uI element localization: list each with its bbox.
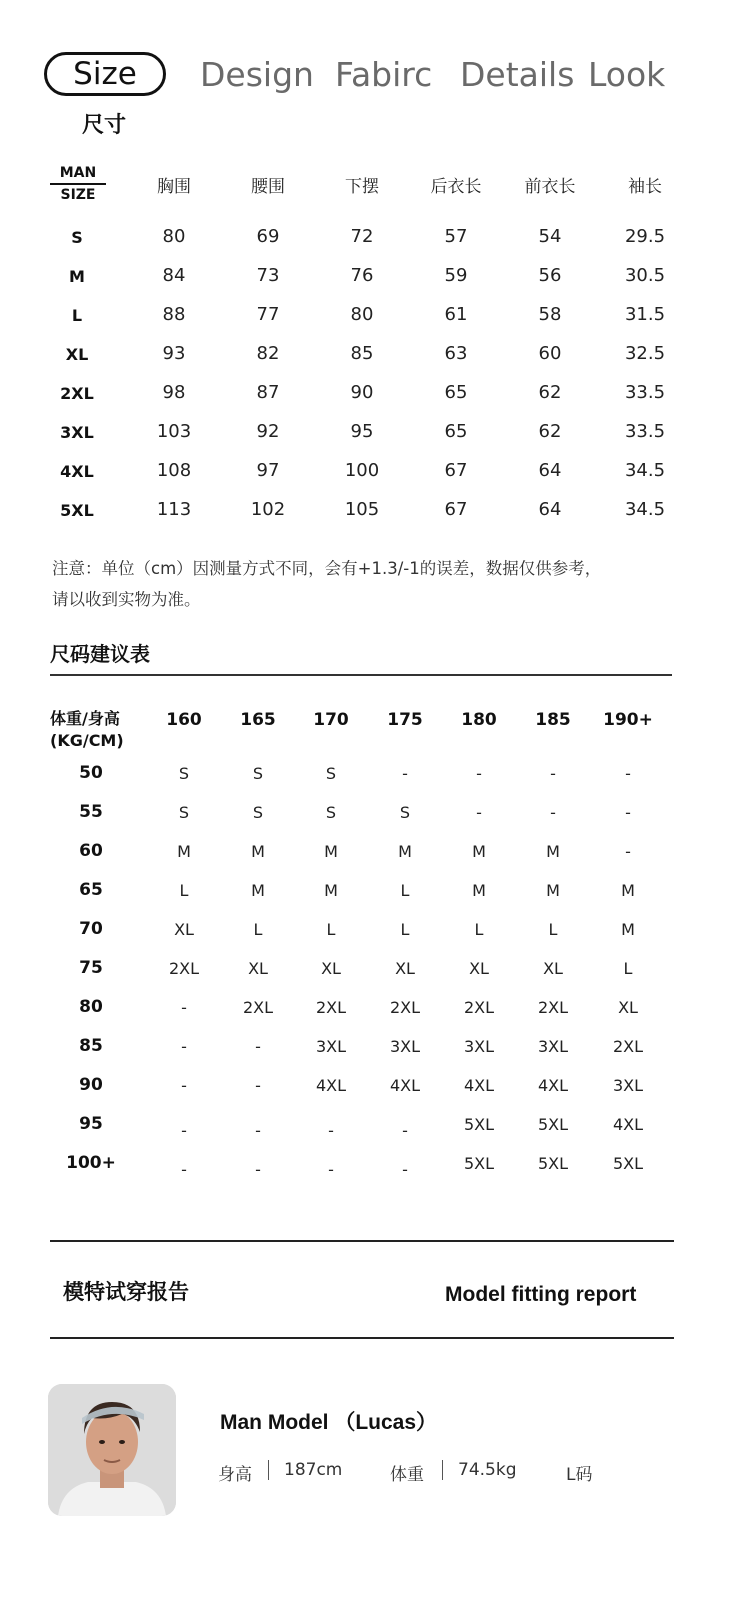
- recommend-cell: 4XL: [315, 1076, 347, 1095]
- recommend-cell: S: [325, 803, 337, 822]
- size-cell: 108: [156, 460, 192, 481]
- recommend-title: 尺码建议表: [50, 642, 150, 666]
- size-cell: 67: [444, 460, 468, 481]
- size-row-label: 2XL: [60, 384, 94, 403]
- size-section-title: 尺寸: [82, 113, 127, 138]
- size-cell: 76: [350, 265, 374, 286]
- weight-row-label: 50: [79, 763, 103, 783]
- recommend-cell: 4XL: [612, 1115, 644, 1134]
- recommend-cell: S: [178, 764, 190, 783]
- height-col-header: 180: [461, 710, 497, 730]
- report-top-divider: [50, 1240, 674, 1242]
- recommend-cell: -: [181, 1037, 187, 1056]
- weight-height-label: 体重/身高: [50, 709, 120, 728]
- report-title-en: Model fitting report: [445, 1283, 637, 1306]
- height-separator: [268, 1460, 269, 1480]
- recommend-cell: XL: [174, 920, 194, 939]
- size-cell: 105: [344, 499, 380, 520]
- size-cell: 59: [444, 265, 468, 286]
- height-col-header: 160: [166, 710, 202, 730]
- size-col-header: 腰围: [251, 177, 285, 197]
- size-cell: 65: [444, 421, 468, 442]
- recommend-cell: -: [550, 803, 556, 822]
- recommend-cell: L: [548, 920, 558, 939]
- size-col-header: 下摆: [345, 177, 379, 197]
- size-cell: 69: [256, 226, 280, 247]
- size-col-header: 袖长: [628, 177, 662, 197]
- size-row-label: L: [71, 306, 83, 325]
- model-avatar: [48, 1384, 176, 1516]
- report-title-cn: 模特试穿报告: [63, 1280, 189, 1304]
- recommend-cell: S: [399, 803, 411, 822]
- weight-row-label: 70: [79, 919, 103, 939]
- size-cell: 33.5: [624, 382, 666, 403]
- size-cell: 54: [538, 226, 562, 247]
- recommend-cell: 3XL: [463, 1037, 495, 1056]
- size-cell: 63: [444, 343, 468, 364]
- tab-fabric[interactable]: Fabirc: [335, 55, 433, 94]
- size-cell: 34.5: [624, 460, 666, 481]
- note-line-1: 注意：单位（cm）因测量方式不同，会有+1.3/-1的误差，数据仅供参考，: [52, 559, 602, 578]
- tab-size[interactable]: Size: [44, 52, 166, 96]
- size-cell: 84: [162, 265, 186, 286]
- recommend-cell: -: [255, 1160, 261, 1179]
- recommend-cell: M: [251, 842, 265, 861]
- recommend-cell: 2XL: [612, 1037, 644, 1056]
- recommend-cell: XL: [543, 959, 563, 978]
- recommend-cell: -: [476, 764, 482, 783]
- size-col-header: 前衣长: [524, 177, 576, 197]
- model-portrait-icon: [48, 1384, 176, 1516]
- recommend-cell: -: [181, 1160, 187, 1179]
- recommend-cell: XL: [469, 959, 489, 978]
- recommend-cell: 5XL: [463, 1115, 495, 1134]
- size-cell: 92: [256, 421, 280, 442]
- size-cell: 62: [538, 382, 562, 403]
- size-cell: 82: [256, 343, 280, 364]
- tab-details[interactable]: Details: [460, 55, 575, 94]
- recommend-cell: M: [251, 881, 265, 900]
- size-row-label: 4XL: [60, 462, 94, 481]
- size-cell: 103: [156, 421, 192, 442]
- weight-row-label: 65: [79, 880, 103, 900]
- recommend-cell: M: [621, 881, 635, 900]
- size-cell: 87: [256, 382, 280, 403]
- size-cell: 102: [250, 499, 286, 520]
- recommend-cell: -: [181, 998, 187, 1017]
- recommend-cell: -: [181, 1121, 187, 1140]
- height-value: 187cm: [284, 1460, 343, 1480]
- size-cell: 95: [350, 421, 374, 442]
- recommend-corner: [50, 708, 124, 752]
- size-row-label: 5XL: [60, 501, 94, 520]
- size-cell: 88: [162, 304, 186, 325]
- recommend-cell: M: [472, 881, 486, 900]
- recommend-cell: -: [402, 1121, 408, 1140]
- size-cell: 64: [538, 499, 562, 520]
- size-cell: 97: [256, 460, 280, 481]
- recommend-cell: 5XL: [463, 1154, 495, 1173]
- recommend-cell: -: [255, 1037, 261, 1056]
- recommend-cell: -: [181, 1076, 187, 1095]
- height-col-header: 170: [313, 710, 349, 730]
- recommend-cell: -: [402, 1160, 408, 1179]
- size-cell: 61: [444, 304, 468, 325]
- recommend-cell: M: [472, 842, 486, 861]
- recommend-cell: -: [328, 1160, 334, 1179]
- recommend-cell: L: [253, 920, 263, 939]
- recommend-cell: -: [402, 764, 408, 783]
- size-row-label: S: [71, 228, 83, 247]
- recommend-cell: 2XL: [463, 998, 495, 1017]
- recommend-cell: 4XL: [463, 1076, 495, 1095]
- recommend-cell: -: [625, 803, 631, 822]
- recommend-cell: XL: [618, 998, 638, 1017]
- weight-row-label: 80: [79, 997, 103, 1017]
- size-cell: 34.5: [624, 499, 666, 520]
- recommend-cell: 2XL: [315, 998, 347, 1017]
- recommend-cell: L: [179, 881, 189, 900]
- tab-bar: [44, 52, 684, 100]
- size-cell: 85: [350, 343, 374, 364]
- weight-label: 体重: [390, 1465, 424, 1485]
- recommend-cell: L: [400, 881, 410, 900]
- size-cell: 56: [538, 265, 562, 286]
- size-cell: 62: [538, 421, 562, 442]
- size-cell: 67: [444, 499, 468, 520]
- recommend-cell: 3XL: [315, 1037, 347, 1056]
- recommend-cell: M: [546, 881, 560, 900]
- man-size-corner: [50, 164, 106, 204]
- size-row-label: XL: [65, 345, 89, 364]
- recommend-cell: M: [324, 881, 338, 900]
- model-name: Man Model （Lucas）: [220, 1411, 438, 1434]
- size-col-header: 后衣长: [430, 177, 482, 197]
- recommend-cell: L: [474, 920, 484, 939]
- recommend-cell: 5XL: [612, 1154, 644, 1173]
- recommend-divider: [50, 674, 672, 676]
- size-cell: 98: [162, 382, 186, 403]
- recommend-cell: L: [400, 920, 410, 939]
- recommend-cell: XL: [395, 959, 415, 978]
- recommend-cell: 5XL: [537, 1154, 569, 1173]
- recommend-cell: 2XL: [168, 959, 200, 978]
- height-col-header: 190+: [603, 710, 653, 730]
- size-cell: 30.5: [624, 265, 666, 286]
- recommend-cell: -: [625, 842, 631, 861]
- measurement-note: [52, 553, 692, 615]
- size-cell: 58: [538, 304, 562, 325]
- recommend-cell: -: [255, 1121, 261, 1140]
- recommend-cell: S: [178, 803, 190, 822]
- recommend-cell: -: [476, 803, 482, 822]
- size-cell: 77: [256, 304, 280, 325]
- recommend-cell: -: [625, 764, 631, 783]
- weight-separator: [442, 1460, 443, 1480]
- recommend-cell: 2XL: [242, 998, 274, 1017]
- size-cell: 57: [444, 226, 468, 247]
- size-cell: 100: [344, 460, 380, 481]
- man-label: MAN: [50, 164, 106, 185]
- size-cell: 64: [538, 460, 562, 481]
- recommend-cell: S: [325, 764, 337, 783]
- size-cell: 73: [256, 265, 280, 286]
- weight-row-label: 75: [79, 958, 103, 978]
- size-cell: 29.5: [624, 226, 666, 247]
- height-col-header: 175: [387, 710, 423, 730]
- report-bottom-divider: [50, 1337, 674, 1339]
- recommend-cell: XL: [321, 959, 341, 978]
- size-row-label: M: [69, 267, 85, 286]
- size-cell: 113: [156, 499, 192, 520]
- size-cell: 90: [350, 382, 374, 403]
- recommend-cell: S: [252, 764, 264, 783]
- size-cell: 33.5: [624, 421, 666, 442]
- recommend-cell: 4XL: [389, 1076, 421, 1095]
- weight-row-label: 95: [79, 1114, 103, 1134]
- note-line-2: 请以收到实物为准。: [52, 590, 201, 609]
- size-cell: 80: [350, 304, 374, 325]
- size-cell: 65: [444, 382, 468, 403]
- recommend-cell: S: [252, 803, 264, 822]
- height-label: 身高: [218, 1465, 252, 1485]
- recommend-cell: 2XL: [389, 998, 421, 1017]
- weight-row-label: 90: [79, 1075, 103, 1095]
- recommend-cell: 2XL: [537, 998, 569, 1017]
- weight-value: 74.5kg: [458, 1460, 517, 1480]
- size-label: SIZE: [60, 187, 96, 203]
- recommend-cell: 5XL: [537, 1115, 569, 1134]
- size-row-label: 3XL: [60, 423, 94, 442]
- size-cell: 80: [162, 226, 186, 247]
- weight-row-label: 55: [79, 802, 103, 822]
- recommend-cell: XL: [248, 959, 268, 978]
- size-cell: 72: [350, 226, 374, 247]
- tab-design[interactable]: Design: [200, 55, 314, 94]
- weight-row-label: 60: [79, 841, 103, 861]
- recommend-cell: L: [623, 959, 633, 978]
- model-size: L码: [566, 1465, 593, 1485]
- units-label: (KG/CM): [50, 731, 124, 750]
- recommend-cell: L: [326, 920, 336, 939]
- recommend-cell: 3XL: [612, 1076, 644, 1095]
- recommend-cell: -: [255, 1076, 261, 1095]
- weight-row-label: 85: [79, 1036, 103, 1056]
- recommend-cell: M: [177, 842, 191, 861]
- height-col-header: 165: [240, 710, 276, 730]
- recommend-cell: M: [546, 842, 560, 861]
- recommend-cell: M: [621, 920, 635, 939]
- height-col-header: 185: [535, 710, 571, 730]
- recommend-cell: 4XL: [537, 1076, 569, 1095]
- size-cell: 93: [162, 343, 186, 364]
- size-cell: 31.5: [624, 304, 666, 325]
- tab-look[interactable]: Look: [588, 55, 666, 94]
- recommend-cell: -: [328, 1121, 334, 1140]
- recommend-cell: M: [398, 842, 412, 861]
- recommend-cell: M: [324, 842, 338, 861]
- size-cell: 60: [538, 343, 562, 364]
- recommend-cell: 3XL: [389, 1037, 421, 1056]
- recommend-cell: 3XL: [537, 1037, 569, 1056]
- recommend-cell: -: [550, 764, 556, 783]
- size-col-header: 胸围: [157, 177, 191, 197]
- weight-row-label: 100+: [66, 1153, 116, 1173]
- size-cell: 32.5: [624, 343, 666, 364]
